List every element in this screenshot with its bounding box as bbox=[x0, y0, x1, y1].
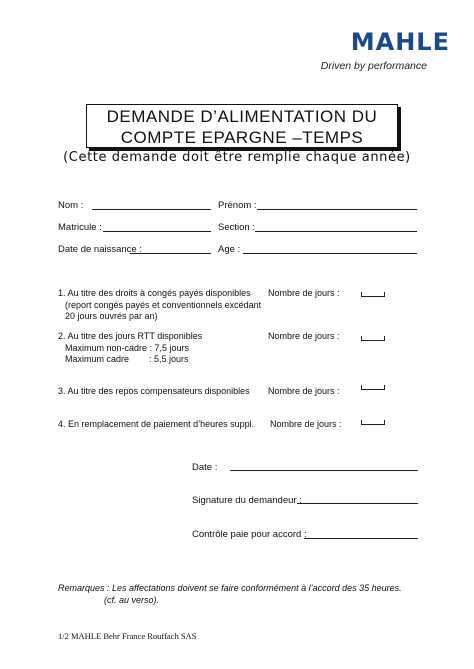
controle-paie-field[interactable] bbox=[304, 538, 418, 539]
item-2-line-1: 2. Au titre des jours RTT disponibles bbox=[58, 331, 203, 341]
tagline: Driven by performance bbox=[320, 60, 427, 72]
nom-field[interactable] bbox=[92, 209, 211, 210]
item-2-block bbox=[58, 331, 202, 366]
item-1-nombre-label: Nombre de jours : bbox=[268, 288, 340, 298]
item-2-nombre-label: Nombre de jours : bbox=[268, 331, 340, 341]
item-1-line-3: 20 jours ouvrés par an) bbox=[65, 311, 158, 321]
date-field[interactable] bbox=[230, 470, 418, 471]
item-4-line: 4. En remplacement de paiement d’heures suppl. bbox=[58, 419, 255, 429]
remarks-line-1: Remarques : Les affectations doivent se faire conformément à l’accord des 35 heures. bbox=[58, 583, 402, 593]
controle-paie-label: Contrôle paie pour accord : bbox=[192, 529, 307, 540]
item-3-nombre-label: Nombre de jours : bbox=[268, 386, 340, 396]
prenom-field[interactable] bbox=[257, 209, 417, 210]
item-1-line-2: (report congés payés et conventionnels excédant bbox=[65, 299, 262, 310]
item-2-days-field[interactable] bbox=[361, 336, 385, 341]
prenom-label: Prénom : bbox=[218, 200, 257, 211]
date-naissance-field[interactable] bbox=[130, 253, 211, 254]
matricule-field[interactable] bbox=[103, 231, 211, 232]
date-label: Date : bbox=[192, 462, 218, 473]
section-label: Section : bbox=[218, 222, 255, 233]
signature-demandeur-label: Signature du demandeur : bbox=[192, 495, 302, 506]
title-line-1: DEMANDE D’ALIMENTATION DU bbox=[106, 107, 378, 126]
page-footer: 1/2 MAHLE Behr France Rouffach SAS bbox=[58, 631, 197, 641]
item-2-line-2: Maximum non-cadre : 7,5 jours bbox=[65, 342, 190, 353]
age-field[interactable] bbox=[243, 253, 417, 254]
item-4-days-field[interactable] bbox=[361, 420, 385, 425]
nom-label: Nom : bbox=[58, 200, 84, 211]
document-subtitle: (Cette demande doit être remplie chaque année) bbox=[63, 150, 411, 165]
age-label: Age : bbox=[218, 244, 241, 255]
title-line-2: COMPTE EPARGNE –TEMPS bbox=[120, 128, 364, 147]
section-field[interactable] bbox=[255, 231, 417, 232]
remarks-line-2: (cf. au verso). bbox=[104, 595, 160, 605]
item-1-line-1: 1. Au titre des droits à congés payés disponibles bbox=[58, 288, 251, 298]
date-naissance-label: Date de naissance : bbox=[58, 244, 142, 255]
item-2-line-3: Maximum cadre : 5,5 jours bbox=[65, 354, 189, 364]
item-4-nombre-label: Nombre de jours : bbox=[270, 419, 342, 429]
item-1-days-field[interactable] bbox=[361, 292, 385, 297]
document-title-box bbox=[86, 104, 398, 148]
matricule-label: Matricule : bbox=[58, 222, 102, 233]
mahle-logo: MAHLE bbox=[350, 28, 450, 56]
item-1-block bbox=[58, 288, 261, 323]
item-3-days-field[interactable] bbox=[361, 385, 385, 390]
item-3-line: 3. Au titre des repos compensateurs disponibles bbox=[58, 386, 250, 396]
signature-demandeur-field[interactable] bbox=[297, 503, 418, 504]
